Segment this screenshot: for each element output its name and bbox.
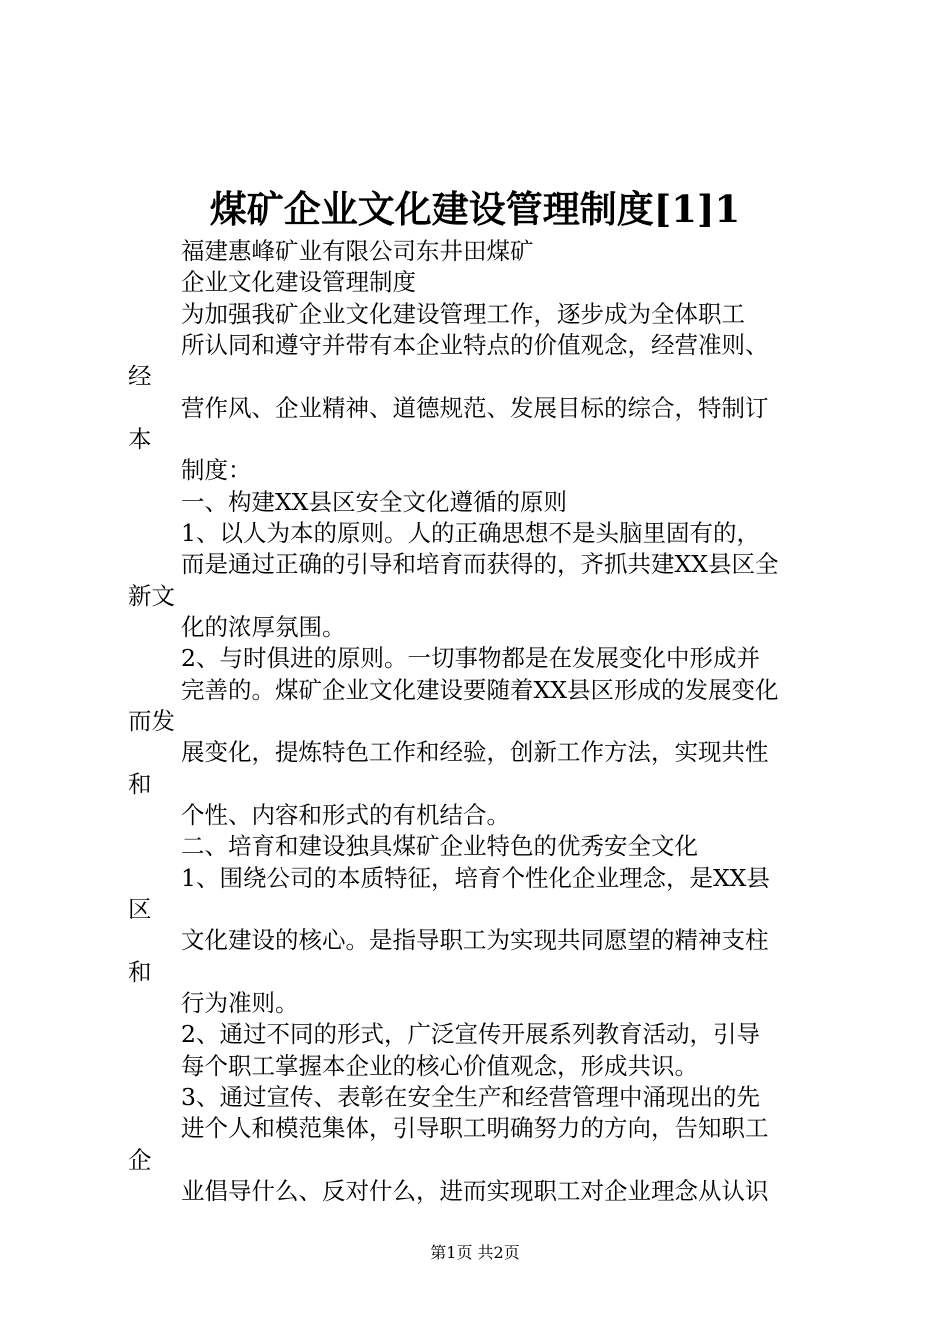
body-line: 而发 (128, 707, 175, 735)
body-line: 个性、内容和形式的有机结合。 (181, 801, 510, 829)
body-line: 文化建设的核心。是指导职工为实现共同愿望的精神支柱 (181, 926, 769, 954)
body-line: 2、与时俱进的原则。一切事物都是在发展变化中形成并 (181, 644, 760, 672)
body-line: 展变化，提炼特色工作和经验，创新工作方法，实现共性 (181, 738, 769, 766)
body-line: 1、围绕公司的本质特征，培育个性化企业理念，是XX县 (181, 864, 770, 892)
body-line: 进个人和模范集体，引导职工明确努力的方向，告知职工 (181, 1114, 769, 1142)
body-line: 一、构建XX县区安全文化遵循的原则 (181, 488, 567, 516)
body-line: 而是通过正确的引导和培育而获得的，齐抓共建XX县区全 (181, 550, 779, 578)
body-line: 业倡导什么、反对什么，进而实现职工对企业理念从认识 (181, 1177, 769, 1205)
body-line: 和 (128, 770, 152, 798)
body-line: 所认同和遵守并带有本企业特点的价值观念，经营准则、 (181, 331, 769, 359)
body-line: 企 (128, 1146, 152, 1174)
body-line: 完善的。煤矿企业文化建设要随着XX县区形成的发展变化 (181, 676, 779, 704)
page-footer: 第1页 共2页 (430, 1243, 520, 1262)
body-line: 行为准则。 (181, 989, 299, 1017)
body-line: 营作风、企业精神、道德规范、发展目标的综合，特制订 (181, 394, 769, 422)
body-line: 区 (128, 895, 152, 923)
body-line: 和 (128, 958, 152, 986)
body-line: 福建惠峰矿业有限公司东井田煤矿 (181, 237, 534, 265)
body-line: 经 (128, 362, 152, 390)
body-line: 本 (128, 425, 152, 453)
body-line: 1、以人为本的原则。人的正确思想不是头脑里固有的， (181, 519, 760, 547)
body-line: 二、培育和建设独具煤矿企业特色的优秀安全文化 (181, 832, 698, 860)
body-line: 为加强我矿企业文化建设管理工作，逐步成为全体职工 (181, 300, 745, 328)
body-line: 新文 (128, 582, 175, 610)
body-line: 2、通过不同的形式，广泛宣传开展系列教育活动，引导 (181, 1020, 760, 1048)
body-line: 3、通过宣传、表彰在安全生产和经营管理中涌现出的先 (181, 1083, 760, 1111)
document-title: 煤矿企业文化建设管理制度[1]1 (209, 187, 741, 231)
body-line: 每个职工掌握本企业的核心价值观念，形成共识。 (181, 1052, 698, 1080)
body-line: 化的浓厚氛围。 (181, 613, 346, 641)
body-line: 制度： (181, 456, 252, 484)
body-line: 企业文化建设管理制度 (181, 268, 416, 296)
